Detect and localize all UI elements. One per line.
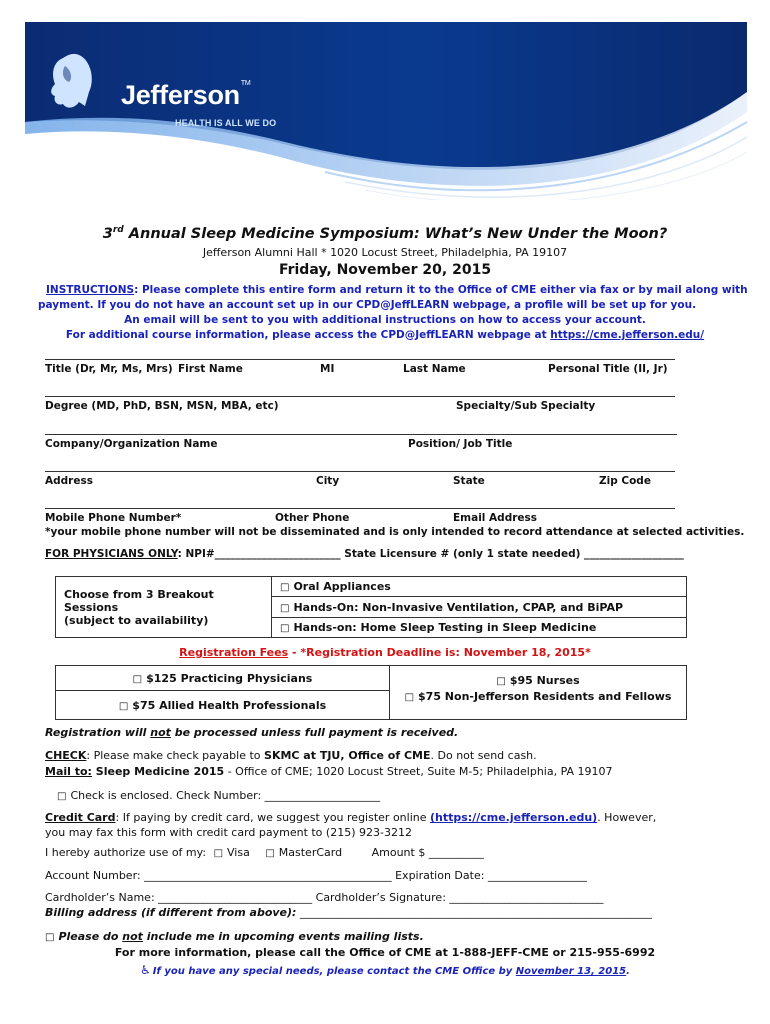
fax-line: you may fax this form with credit card payment to (215) 923-3212 (45, 826, 412, 839)
breakout-option-label: Hands-On: Non-Invasive Ventilation, CPAP, and BiPAP (293, 600, 624, 614)
header-banner (25, 22, 747, 200)
instructions-line-1 (46, 284, 748, 296)
fee-label: $75 Allied Health Professionals (132, 698, 327, 712)
fee-nurses[interactable] (398, 674, 678, 687)
title-text: Annual Sleep Medicine Symposium: What’s New Under the Moon? (128, 225, 668, 242)
checkbox-icon[interactable]: □ (404, 692, 415, 703)
mailing-not: not (122, 930, 143, 943)
city-label: City (316, 475, 340, 487)
breakout-option-label: Oral Appliances (293, 580, 391, 593)
warning-text-a: Registration will (45, 726, 151, 739)
zip-label: Zip Code (599, 475, 651, 487)
fee-allied-health[interactable] (56, 691, 390, 720)
address-line[interactable] (45, 471, 675, 472)
breakout-prompt (56, 577, 272, 638)
logo-trademark: TM (240, 80, 251, 87)
degree-label: Degree (MD, PhD, BSN, MSN, MBA, etc) (45, 400, 279, 412)
more-info: For more information, please call the Office of CME at 1-888-JEFF-CME or 215-955-6992 (114, 946, 656, 959)
authorize-row (45, 846, 484, 859)
visa-option[interactable]: Visa (227, 846, 250, 859)
wheelchair-icon: ♿ (140, 963, 151, 977)
warning-not: not (150, 726, 171, 739)
address-label: Address (45, 475, 93, 487)
checkbox-icon[interactable]: □ (265, 848, 275, 859)
checkbox-icon[interactable]: □ (280, 582, 290, 593)
checkbox-icon[interactable]: □ (280, 623, 290, 634)
physicians-line[interactable] (45, 548, 684, 560)
name-line[interactable] (45, 359, 675, 360)
amount-field[interactable]: Amount $ __________ (371, 846, 484, 859)
mastercard-option[interactable]: MasterCard (278, 846, 343, 859)
breakout-option-label: Hands-on: Home Sleep Testing in Sleep Medicine (293, 621, 597, 634)
mailing-text-a: Please do (58, 930, 123, 943)
billing-line: ________________________________________________________________ (296, 906, 652, 919)
cardholder-row[interactable]: Cardholder’s Name: ____________________________ Cardholder’s Signature: ____________________________ (45, 891, 604, 904)
company-line[interactable] (45, 434, 677, 435)
degree-line[interactable] (45, 396, 675, 397)
instructions-line-3: An email will be sent to you with additional instructions on how to access your account. (124, 314, 646, 326)
breakout-prompt-line-2: (subject to availability) (64, 613, 209, 627)
cme-website-link[interactable]: https://cme.jefferson.edu/ (550, 329, 705, 341)
register-online-link[interactable]: (https://cme.jefferson.edu) (430, 811, 598, 824)
warning-text-b: be processed unless full payment is received. (170, 726, 459, 739)
check-text-b: . Do not send cash. (430, 749, 537, 762)
mailing-text-b: include me in upcoming events mailing lists. (142, 930, 424, 943)
check-enclosed-label: Check is enclosed. Check Number: _____________________ (70, 789, 381, 802)
deadline-text: - *Registration Deadline is: November 18, 2015* (288, 646, 591, 659)
breakout-sessions-table (55, 576, 687, 638)
fee-residents[interactable] (398, 690, 678, 703)
checkbox-icon[interactable]: □ (213, 848, 224, 859)
mail-to (45, 765, 613, 778)
physicians-label: FOR PHYSICIANS ONLY (45, 548, 178, 560)
billing-address-row[interactable] (45, 906, 652, 919)
registration-fees-link[interactable]: Registration Fees (179, 646, 289, 659)
mobile-note: *your mobile phone number will not be disseminated and is only intended to record attendance at selected activities. (45, 526, 745, 538)
check-instructions (45, 749, 537, 762)
specialty-label: Specialty/Sub Specialty (456, 400, 596, 412)
email-label: Email Address (453, 512, 538, 524)
title-superscript: rd (112, 225, 124, 235)
fee-label: $75 Non-Jefferson Residents and Fellows (418, 690, 672, 703)
special-needs-text: If you have any special needs, please contact the CME Office by (152, 966, 516, 977)
payment-warning (45, 726, 458, 739)
mail-program: Sleep Medicine 2015 (91, 765, 225, 778)
credit-card-text-b: . However, (597, 811, 657, 824)
mobile-label: Mobile Phone Number* (45, 512, 182, 524)
mail-address: - Office of CME; 1020 Locust Street, Suite M-5; Philadelphia, PA 19107 (224, 765, 613, 778)
fee-label: $125 Practicing Physicians (146, 671, 313, 685)
credit-card-label: Credit Card (45, 811, 116, 824)
phone-line[interactable] (45, 508, 675, 509)
mi-label: MI (320, 363, 335, 375)
tagline: HEALTH IS ALL WE DO (175, 118, 277, 128)
other-phone-label: Other Phone (275, 512, 350, 524)
instructions-line-2: payment. If you do not have an account set up in our CPD@JeffLEARN webpage, a profile will be set up for you. (38, 299, 697, 311)
check-payee: SKMC at TJU, Office of CME (264, 749, 431, 762)
jefferson-logo (121, 80, 250, 111)
credit-card-instructions (45, 811, 656, 824)
event-date: Friday, November 20, 2015 (278, 262, 492, 278)
company-label: Company/Organization Name (45, 438, 218, 450)
checkbox-icon[interactable]: □ (280, 602, 290, 614)
breakout-option-oral-appliances[interactable] (272, 577, 687, 597)
account-number-row[interactable]: Account Number: _____________________________________________ Expiration Date: __________________ (45, 869, 587, 882)
last-name-label: Last Name (403, 363, 466, 375)
breakout-option-ventilation[interactable] (272, 597, 687, 618)
credit-card-text-a: : If paying by credit card, we suggest you register online (115, 811, 430, 824)
instructions-text-4: For additional course information, please access the CPD@JeffLEARN webpage at (65, 329, 551, 341)
check-text-a: : Please make check payable to (86, 749, 265, 762)
title-label: Title (Dr, Mr, Ms, Mrs) (45, 363, 173, 375)
state-label: State (453, 475, 485, 487)
title-ordinal: 3 (102, 225, 113, 242)
checkbox-icon[interactable]: □ (496, 676, 506, 687)
checkbox-icon[interactable]: □ (132, 673, 143, 685)
npi-licensure-fields: : NPI#________________________ State Licensure # (only 1 state needed) ___________________ (177, 548, 684, 560)
check-label: CHECK (45, 749, 87, 762)
fee-practicing-physicians[interactable] (56, 666, 390, 691)
position-label: Position/ Job Title (408, 438, 513, 450)
checkbox-icon[interactable]: □ (118, 700, 129, 712)
banner-graphic (25, 22, 747, 200)
instructions-text-1: : Please complete this entire form and return it to the Office of CME either via fax or by mail along with (134, 284, 748, 296)
checkbox-icon[interactable]: □ (45, 932, 55, 943)
mailing-list-optout[interactable] (45, 930, 424, 943)
fees-heading (0, 646, 770, 659)
special-needs (0, 963, 770, 977)
billing-label: Billing address (if different from above): (45, 906, 297, 919)
event-venue: Jefferson Alumni Hall * 1020 Locust Street, Philadelphia, PA 19107 (202, 246, 568, 259)
fee-right-cell (390, 666, 687, 720)
checkbox-icon[interactable]: □ (57, 791, 67, 802)
logo-text: Jefferson (121, 80, 240, 110)
special-needs-end: . (626, 966, 630, 977)
event-title (0, 225, 770, 242)
authorize-label: I hereby authorize use of my: (45, 846, 207, 859)
breakout-prompt-line-1: Choose from 3 Breakout Sessions (64, 587, 214, 614)
fees-table (55, 665, 687, 720)
personal-title-label: Personal Title (II, Jr) (548, 363, 668, 375)
instructions-line-4 (0, 329, 770, 341)
mail-label: Mail to: (45, 765, 92, 778)
instructions-label: INSTRUCTIONS (46, 284, 135, 296)
first-name-label: First Name (178, 363, 243, 375)
special-needs-date: November 13, 2015 (515, 966, 627, 977)
fee-label: $95 Nurses (509, 674, 580, 687)
breakout-option-home-sleep[interactable] (272, 618, 687, 638)
check-enclosed-row[interactable] (57, 789, 380, 802)
